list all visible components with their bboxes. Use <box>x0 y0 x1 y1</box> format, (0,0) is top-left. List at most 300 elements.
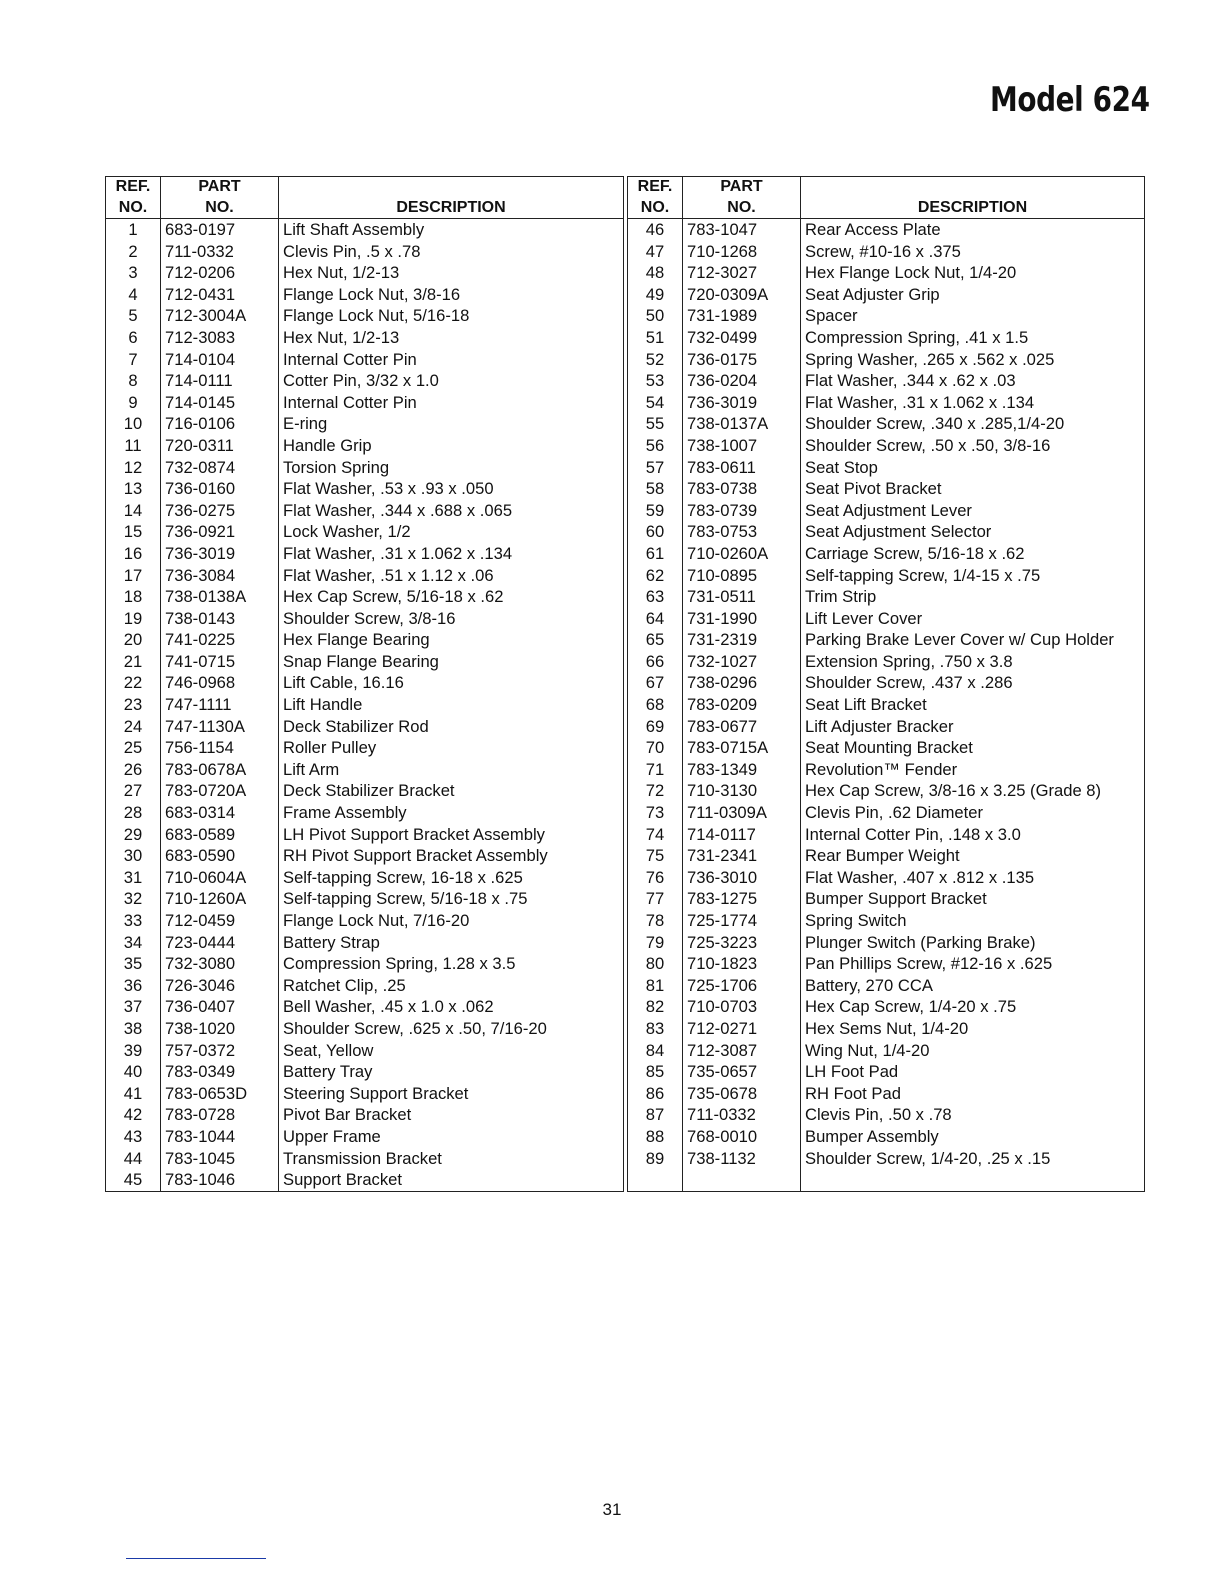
description-cell: Battery Strap <box>279 932 624 954</box>
ref-cell: 89 <box>628 1148 683 1170</box>
part-number-cell: 714-0145 <box>161 392 279 414</box>
table-row <box>106 1083 624 1105</box>
description-cell: Seat Adjustment Selector <box>801 521 1145 543</box>
table-row <box>628 953 1145 975</box>
ref-cell: 62 <box>628 565 683 587</box>
description-cell: Trim Strip <box>801 586 1145 608</box>
description-header: DESCRIPTION <box>801 197 1145 219</box>
table-row <box>628 651 1145 673</box>
ref-cell: 43 <box>106 1126 161 1148</box>
ref-cell: 35 <box>106 953 161 975</box>
description-cell: Pan Phillips Screw, #12-16 x .625 <box>801 953 1145 975</box>
description-cell: Clevis Pin, .5 x .78 <box>279 241 624 263</box>
description-cell: RH Pivot Support Bracket Assembly <box>279 845 624 867</box>
table-row <box>106 1018 624 1040</box>
part-number-cell: 783-0611 <box>683 457 801 479</box>
part-number-cell: 736-0204 <box>683 370 801 392</box>
table-row <box>106 888 624 910</box>
part-number-cell: 738-1132 <box>683 1148 801 1170</box>
table-row <box>628 910 1145 932</box>
table-row <box>628 521 1145 543</box>
ref-cell: 37 <box>106 996 161 1018</box>
ref-cell: 28 <box>106 802 161 824</box>
table-row <box>628 867 1145 889</box>
description-cell: Deck Stabilizer Rod <box>279 716 624 738</box>
table-row <box>106 478 624 500</box>
part-number-cell: 736-0160 <box>161 478 279 500</box>
table-row <box>106 1040 624 1062</box>
table-row <box>106 565 624 587</box>
ref-cell: 33 <box>106 910 161 932</box>
ref-cell: 88 <box>628 1126 683 1148</box>
description-cell: Hex Nut, 1/2-13 <box>279 327 624 349</box>
part-number-cell: 768-0010 <box>683 1126 801 1148</box>
description-cell: Seat Mounting Bracket <box>801 737 1145 759</box>
ref-cell: 7 <box>106 349 161 371</box>
parts-body-left <box>106 219 624 1192</box>
description-cell: Shoulder Screw, .625 x .50, 7/16-20 <box>279 1018 624 1040</box>
ref-cell: 72 <box>628 780 683 802</box>
part-number-cell: 747-1111 <box>161 694 279 716</box>
ref-cell: 15 <box>106 521 161 543</box>
table-row <box>106 824 624 846</box>
table-row <box>106 435 624 457</box>
ref-cell: 68 <box>628 694 683 716</box>
ref-cell: 77 <box>628 888 683 910</box>
part-number-cell: 714-0104 <box>161 349 279 371</box>
description-cell: Internal Cotter Pin <box>279 392 624 414</box>
table-row <box>106 1148 624 1170</box>
description-cell: Flat Washer, .344 x .688 x .065 <box>279 500 624 522</box>
part-number-cell: 712-3087 <box>683 1040 801 1062</box>
table-row <box>106 737 624 759</box>
description-cell: Spacer <box>801 305 1145 327</box>
table-row <box>628 219 1145 241</box>
description-cell: Wing Nut, 1/4-20 <box>801 1040 1145 1062</box>
ref-cell: 86 <box>628 1083 683 1105</box>
description-cell: Seat, Yellow <box>279 1040 624 1062</box>
description-cell: Seat Adjustment Lever <box>801 500 1145 522</box>
description-cell: Seat Pivot Bracket <box>801 478 1145 500</box>
ref-cell: 16 <box>106 543 161 565</box>
description-cell: RH Foot Pad <box>801 1083 1145 1105</box>
description-cell: Flat Washer, .51 x 1.12 x .06 <box>279 565 624 587</box>
table-row <box>628 392 1145 414</box>
parts-table-left <box>105 176 624 1192</box>
ref-cell: 13 <box>106 478 161 500</box>
part-number-cell: 741-0715 <box>161 651 279 673</box>
description-cell: Flange Lock Nut, 3/8-16 <box>279 284 624 306</box>
table-row <box>628 1083 1145 1105</box>
parts-table-right <box>627 176 1145 1192</box>
table-row <box>628 824 1145 846</box>
part-number-cell: 714-0117 <box>683 824 801 846</box>
description-cell: Lift Lever Cover <box>801 608 1145 630</box>
table-row <box>106 608 624 630</box>
ref-cell: 83 <box>628 1018 683 1040</box>
description-cell: Rear Bumper Weight <box>801 845 1145 867</box>
ref-cell: 26 <box>106 759 161 781</box>
ref-cell: 2 <box>106 241 161 263</box>
table-row <box>628 543 1145 565</box>
description-cell: LH Foot Pad <box>801 1061 1145 1083</box>
part-number-cell: 732-0499 <box>683 327 801 349</box>
table-row <box>106 932 624 954</box>
part-number-cell: 731-1989 <box>683 305 801 327</box>
part-number-cell: 731-2341 <box>683 845 801 867</box>
part-number-cell: 732-0874 <box>161 457 279 479</box>
table-row <box>628 759 1145 781</box>
part-number-cell: 738-0143 <box>161 608 279 630</box>
table-row <box>628 888 1145 910</box>
description-cell: Steering Support Bracket <box>279 1083 624 1105</box>
parts-body-right <box>628 219 1145 1192</box>
ref-cell: 78 <box>628 910 683 932</box>
ref-cell: 29 <box>106 824 161 846</box>
ref-cell: 32 <box>106 888 161 910</box>
table-row <box>106 284 624 306</box>
part-number-cell: 710-1823 <box>683 953 801 975</box>
page-number: 31 <box>602 1500 622 1519</box>
part-number-cell: 683-0314 <box>161 802 279 824</box>
ref-cell: 61 <box>628 543 683 565</box>
ref-header-top: REF. <box>628 177 683 198</box>
part-number-cell: 711-0332 <box>683 1104 801 1126</box>
part-number-cell: 738-1020 <box>161 1018 279 1040</box>
table-row <box>106 1169 624 1191</box>
table-row <box>106 543 624 565</box>
table-row <box>106 370 624 392</box>
table-row <box>628 716 1145 738</box>
table-row <box>106 672 624 694</box>
ref-cell: 84 <box>628 1040 683 1062</box>
description-cell: Screw, #10-16 x .375 <box>801 241 1145 263</box>
table-row <box>628 349 1145 371</box>
description-cell: Bumper Assembly <box>801 1126 1145 1148</box>
part-number-cell: 735-0657 <box>683 1061 801 1083</box>
part-number-cell: 726-3046 <box>161 975 279 997</box>
ref-cell: 81 <box>628 975 683 997</box>
ref-cell: 21 <box>106 651 161 673</box>
table-row <box>628 1104 1145 1126</box>
ref-header-bottom: NO. <box>628 197 683 219</box>
ref-cell: 82 <box>628 996 683 1018</box>
table-row <box>628 457 1145 479</box>
part-header-bottom: NO. <box>683 197 801 219</box>
part-number-cell: 731-2319 <box>683 629 801 651</box>
ref-cell: 9 <box>106 392 161 414</box>
description-cell: Flat Washer, .407 x .812 x .135 <box>801 867 1145 889</box>
table-row <box>106 759 624 781</box>
part-number-cell: 725-3223 <box>683 932 801 954</box>
ref-cell: 67 <box>628 672 683 694</box>
part-number-cell: 756-1154 <box>161 737 279 759</box>
ref-cell: 31 <box>106 867 161 889</box>
part-number-cell: 736-0921 <box>161 521 279 543</box>
description-cell: Seat Lift Bracket <box>801 694 1145 716</box>
table-row <box>106 305 624 327</box>
ref-cell: 46 <box>628 219 683 241</box>
description-cell: Hex Flange Lock Nut, 1/4-20 <box>801 262 1145 284</box>
ref-cell: 80 <box>628 953 683 975</box>
description-cell: Self-tapping Screw, 16-18 x .625 <box>279 867 624 889</box>
table-row <box>106 219 624 241</box>
description-cell: Self-tapping Screw, 1/4-15 x .75 <box>801 565 1145 587</box>
table-row <box>628 435 1145 457</box>
part-number-cell: 683-0197 <box>161 219 279 241</box>
ref-cell: 12 <box>106 457 161 479</box>
ref-cell: 60 <box>628 521 683 543</box>
part-number-cell: 738-0138A <box>161 586 279 608</box>
footer-rule <box>126 1558 266 1559</box>
part-number-cell: 710-0895 <box>683 565 801 587</box>
part-number-cell: 710-0703 <box>683 996 801 1018</box>
description-cell: Upper Frame <box>279 1126 624 1148</box>
ref-cell: 17 <box>106 565 161 587</box>
table-row <box>628 932 1145 954</box>
table-row <box>106 413 624 435</box>
description-cell: Clevis Pin, .62 Diameter <box>801 802 1145 824</box>
part-number-cell: 783-0739 <box>683 500 801 522</box>
description-cell: Revolution™ Fender <box>801 759 1145 781</box>
ref-cell: 30 <box>106 845 161 867</box>
part-number-cell: 712-0271 <box>683 1018 801 1040</box>
part-number-cell: 783-0720A <box>161 780 279 802</box>
ref-cell: 79 <box>628 932 683 954</box>
part-number-cell: 683-0590 <box>161 845 279 867</box>
table-row <box>628 478 1145 500</box>
part-number-cell: 783-1349 <box>683 759 801 781</box>
table-row <box>628 975 1145 997</box>
table-row <box>628 1148 1145 1170</box>
description-cell: Compression Spring, .41 x 1.5 <box>801 327 1145 349</box>
ref-cell: 69 <box>628 716 683 738</box>
description-cell: Shoulder Screw, 3/8-16 <box>279 608 624 630</box>
description-cell: Shoulder Screw, 1/4-20, .25 x .15 <box>801 1148 1145 1170</box>
part-number-cell: 710-0260A <box>683 543 801 565</box>
part-number-cell: 783-0677 <box>683 716 801 738</box>
table-row <box>106 1126 624 1148</box>
table-row <box>106 392 624 414</box>
table-row <box>628 305 1145 327</box>
table-row <box>106 1061 624 1083</box>
part-number-cell: 783-0653D <box>161 1083 279 1105</box>
table-row <box>628 672 1145 694</box>
table-row <box>106 975 624 997</box>
table-row <box>106 845 624 867</box>
ref-cell: 20 <box>106 629 161 651</box>
table-row <box>628 996 1145 1018</box>
part-number-cell: 783-0753 <box>683 521 801 543</box>
description-cell: Flange Lock Nut, 7/16-20 <box>279 910 624 932</box>
description-cell: Lift Cable, 16.16 <box>279 672 624 694</box>
description-cell: Internal Cotter Pin <box>279 349 624 371</box>
part-number-cell: 735-0678 <box>683 1083 801 1105</box>
description-cell: Battery, 270 CCA <box>801 975 1145 997</box>
description-cell: Hex Cap Screw, 1/4-20 x .75 <box>801 996 1145 1018</box>
table-row <box>106 802 624 824</box>
table-row <box>106 521 624 543</box>
description-cell: Lift Arm <box>279 759 624 781</box>
part-number-cell: 712-3083 <box>161 327 279 349</box>
description-cell: Lift Handle <box>279 694 624 716</box>
ref-cell: 65 <box>628 629 683 651</box>
part-number-cell: 710-1268 <box>683 241 801 263</box>
part-number-cell: 783-0209 <box>683 694 801 716</box>
part-number-cell: 725-1774 <box>683 910 801 932</box>
description-cell: Support Bracket <box>279 1169 624 1191</box>
table-row <box>106 629 624 651</box>
part-number-cell: 712-0206 <box>161 262 279 284</box>
description-cell: Self-tapping Screw, 5/16-18 x .75 <box>279 888 624 910</box>
part-number-cell: 736-3084 <box>161 565 279 587</box>
description-cell: Transmission Bracket <box>279 1148 624 1170</box>
description-cell: Extension Spring, .750 x 3.8 <box>801 651 1145 673</box>
part-number-cell: 683-0589 <box>161 824 279 846</box>
ref-cell: 22 <box>106 672 161 694</box>
ref-cell: 49 <box>628 284 683 306</box>
ref-cell: 14 <box>106 500 161 522</box>
description-cell: Hex Cap Screw, 3/8-16 x 3.25 (Grade 8) <box>801 780 1145 802</box>
ref-header-top: REF. <box>106 177 161 198</box>
part-number-cell: 736-3010 <box>683 867 801 889</box>
part-number-cell: 746-0968 <box>161 672 279 694</box>
ref-cell: 64 <box>628 608 683 630</box>
description-cell: Internal Cotter Pin, .148 x 3.0 <box>801 824 1145 846</box>
ref-cell: 56 <box>628 435 683 457</box>
ref-cell: 1 <box>106 219 161 241</box>
ref-cell: 36 <box>106 975 161 997</box>
description-cell: Roller Pulley <box>279 737 624 759</box>
description-cell: Flat Washer, .31 x 1.062 x .134 <box>279 543 624 565</box>
part-number-cell: 725-1706 <box>683 975 801 997</box>
description-header-top <box>279 177 624 198</box>
ref-cell: 66 <box>628 651 683 673</box>
table-row <box>628 586 1145 608</box>
ref-cell: 4 <box>106 284 161 306</box>
description-cell: Flat Washer, .344 x .62 x .03 <box>801 370 1145 392</box>
part-number-cell: 716-0106 <box>161 413 279 435</box>
part-number-cell: 783-0715A <box>683 737 801 759</box>
part-number-cell: 757-0372 <box>161 1040 279 1062</box>
ref-cell: 27 <box>106 780 161 802</box>
ref-cell: 11 <box>106 435 161 457</box>
ref-cell: 57 <box>628 457 683 479</box>
description-cell: Flat Washer, .31 x 1.062 x .134 <box>801 392 1145 414</box>
description-cell: Snap Flange Bearing <box>279 651 624 673</box>
empty-cell <box>628 1169 683 1191</box>
ref-cell: 24 <box>106 716 161 738</box>
part-number-cell: 783-1046 <box>161 1169 279 1191</box>
description-cell: Battery Tray <box>279 1061 624 1083</box>
description-header: DESCRIPTION <box>279 197 624 219</box>
part-header-bottom: NO. <box>161 197 279 219</box>
ref-cell: 48 <box>628 262 683 284</box>
table-row <box>628 241 1145 263</box>
table-row <box>106 457 624 479</box>
description-cell: Seat Stop <box>801 457 1145 479</box>
table-row <box>628 284 1145 306</box>
part-number-cell: 738-1007 <box>683 435 801 457</box>
table-row <box>628 1061 1145 1083</box>
description-cell: Rear Access Plate <box>801 219 1145 241</box>
part-number-cell: 710-0604A <box>161 867 279 889</box>
description-cell: Seat Adjuster Grip <box>801 284 1145 306</box>
part-number-cell: 720-0311 <box>161 435 279 457</box>
ref-cell: 25 <box>106 737 161 759</box>
part-number-cell: 747-1130A <box>161 716 279 738</box>
description-cell: Pivot Bar Bracket <box>279 1104 624 1126</box>
table-row <box>628 565 1145 587</box>
page-title: Model 624 <box>990 80 1150 120</box>
ref-cell: 85 <box>628 1061 683 1083</box>
part-header-top: PART <box>161 177 279 198</box>
ref-cell: 42 <box>106 1104 161 1126</box>
ref-cell: 74 <box>628 824 683 846</box>
part-number-cell: 710-1260A <box>161 888 279 910</box>
table-row <box>106 1104 624 1126</box>
part-number-cell: 712-3004A <box>161 305 279 327</box>
ref-cell: 55 <box>628 413 683 435</box>
table-row <box>106 716 624 738</box>
part-number-cell: 736-0175 <box>683 349 801 371</box>
part-number-cell: 712-0459 <box>161 910 279 932</box>
ref-cell: 63 <box>628 586 683 608</box>
description-cell: Hex Sems Nut, 1/4-20 <box>801 1018 1145 1040</box>
description-cell: Lift Shaft Assembly <box>279 219 624 241</box>
part-number-cell: 732-1027 <box>683 651 801 673</box>
part-number-cell: 783-1275 <box>683 888 801 910</box>
description-cell: Shoulder Screw, .50 x .50, 3/8-16 <box>801 435 1145 457</box>
part-number-cell: 736-3019 <box>161 543 279 565</box>
ref-cell: 70 <box>628 737 683 759</box>
ref-cell: 73 <box>628 802 683 824</box>
table-row <box>628 737 1145 759</box>
part-number-cell: 710-3130 <box>683 780 801 802</box>
table-row <box>106 867 624 889</box>
table-row <box>628 629 1145 651</box>
description-cell: Hex Flange Bearing <box>279 629 624 651</box>
ref-cell: 45 <box>106 1169 161 1191</box>
part-number-cell: 723-0444 <box>161 932 279 954</box>
ref-cell: 47 <box>628 241 683 263</box>
empty-row <box>628 1169 1145 1191</box>
description-header-top <box>801 177 1145 198</box>
description-cell: Bumper Support Bracket <box>801 888 1145 910</box>
table-row <box>628 413 1145 435</box>
table-row <box>106 349 624 371</box>
ref-cell: 5 <box>106 305 161 327</box>
part-number-cell: 712-0431 <box>161 284 279 306</box>
ref-cell: 40 <box>106 1061 161 1083</box>
description-cell: Shoulder Screw, .340 x .285,1/4-20 <box>801 413 1145 435</box>
part-number-cell: 731-1990 <box>683 608 801 630</box>
table-row <box>628 327 1145 349</box>
part-number-cell: 732-3080 <box>161 953 279 975</box>
description-cell: Lift Adjuster Bracker <box>801 716 1145 738</box>
description-cell: Flat Washer, .53 x .93 x .050 <box>279 478 624 500</box>
part-number-cell: 711-0309A <box>683 802 801 824</box>
table-row <box>106 780 624 802</box>
ref-cell: 39 <box>106 1040 161 1062</box>
ref-cell: 54 <box>628 392 683 414</box>
description-cell: LH Pivot Support Bracket Assembly <box>279 824 624 846</box>
description-cell: Lock Washer, 1/2 <box>279 521 624 543</box>
description-cell: Parking Brake Lever Cover w/ Cup Holder <box>801 629 1145 651</box>
table-row <box>628 1018 1145 1040</box>
ref-cell: 58 <box>628 478 683 500</box>
description-cell: Plunger Switch (Parking Brake) <box>801 932 1145 954</box>
